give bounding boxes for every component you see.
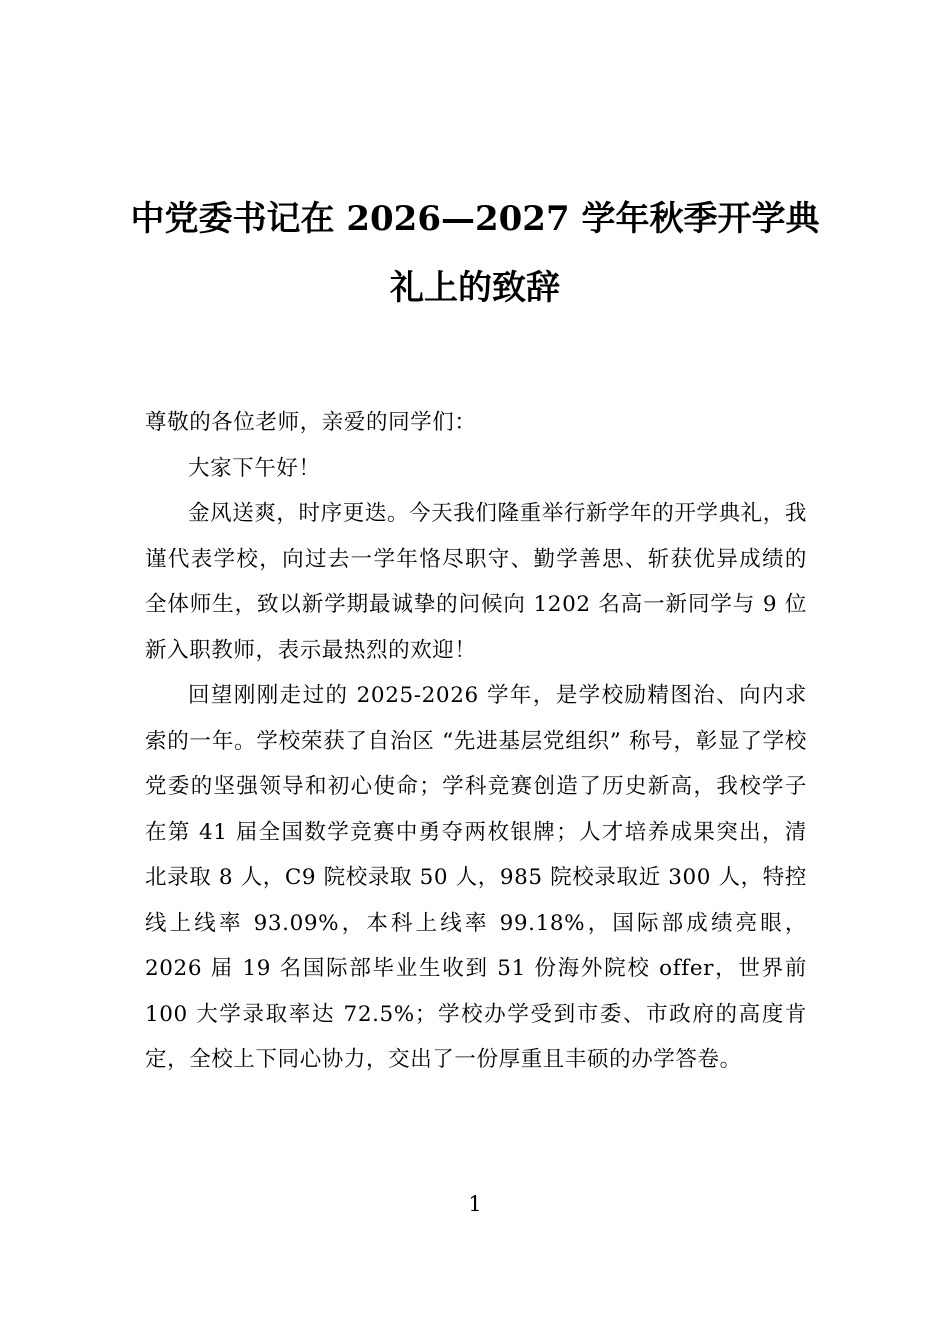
- document-title-line1: 中党委书记在 2026—2027 学年秋季开学典: [130, 199, 820, 239]
- document-title-line2: 礼上的致辞: [390, 268, 560, 308]
- page-number: 1: [468, 1192, 482, 1216]
- greeting: 大家下午好！: [188, 455, 321, 481]
- document-body: [145, 400, 807, 1083]
- paragraph-welcome: 金风送爽，时序更迭。今天我们隆重举行新学年的开学典礼，我谨代表学校，向过去一学年恪尽职守、勤学善思、斩获优异成绩的全体师生，致以新学期最诚挚的问候向 1202 名高一新同学与 9 位新入职教师，表示最热烈的欢迎！: [145, 501, 807, 663]
- salutation: 尊敬的各位老师，亲爱的同学们：: [145, 410, 477, 435]
- paragraph-review: 回望刚刚走过的 2025-2026 学年，是学校励精图治、向内求索的一年。学校荣获了自治区 “先进基层党组织” 称号，彰显了学校党委的坚强领导和初心使命；学科竞赛创造了历史新高，我校学子在第 41 届全国数学竞赛中勇夺两枚银牌；人才培养成果突出，清北录取 8 人，C9 院校录取 50 人，985 院校录取近 300 人，特控线上线率 93.09%，本科上线率 99.18%，国际部成绩亮眼，2026 届 19 名国际部毕业生收到 51 份海外院校 offer，世界前 100 大学录取率达 72.5%；学校办学受到市委、市政府的高度肯定，全校上下同心协力，交出了一份厚重且丰硕的办学答卷。: [145, 683, 807, 1072]
